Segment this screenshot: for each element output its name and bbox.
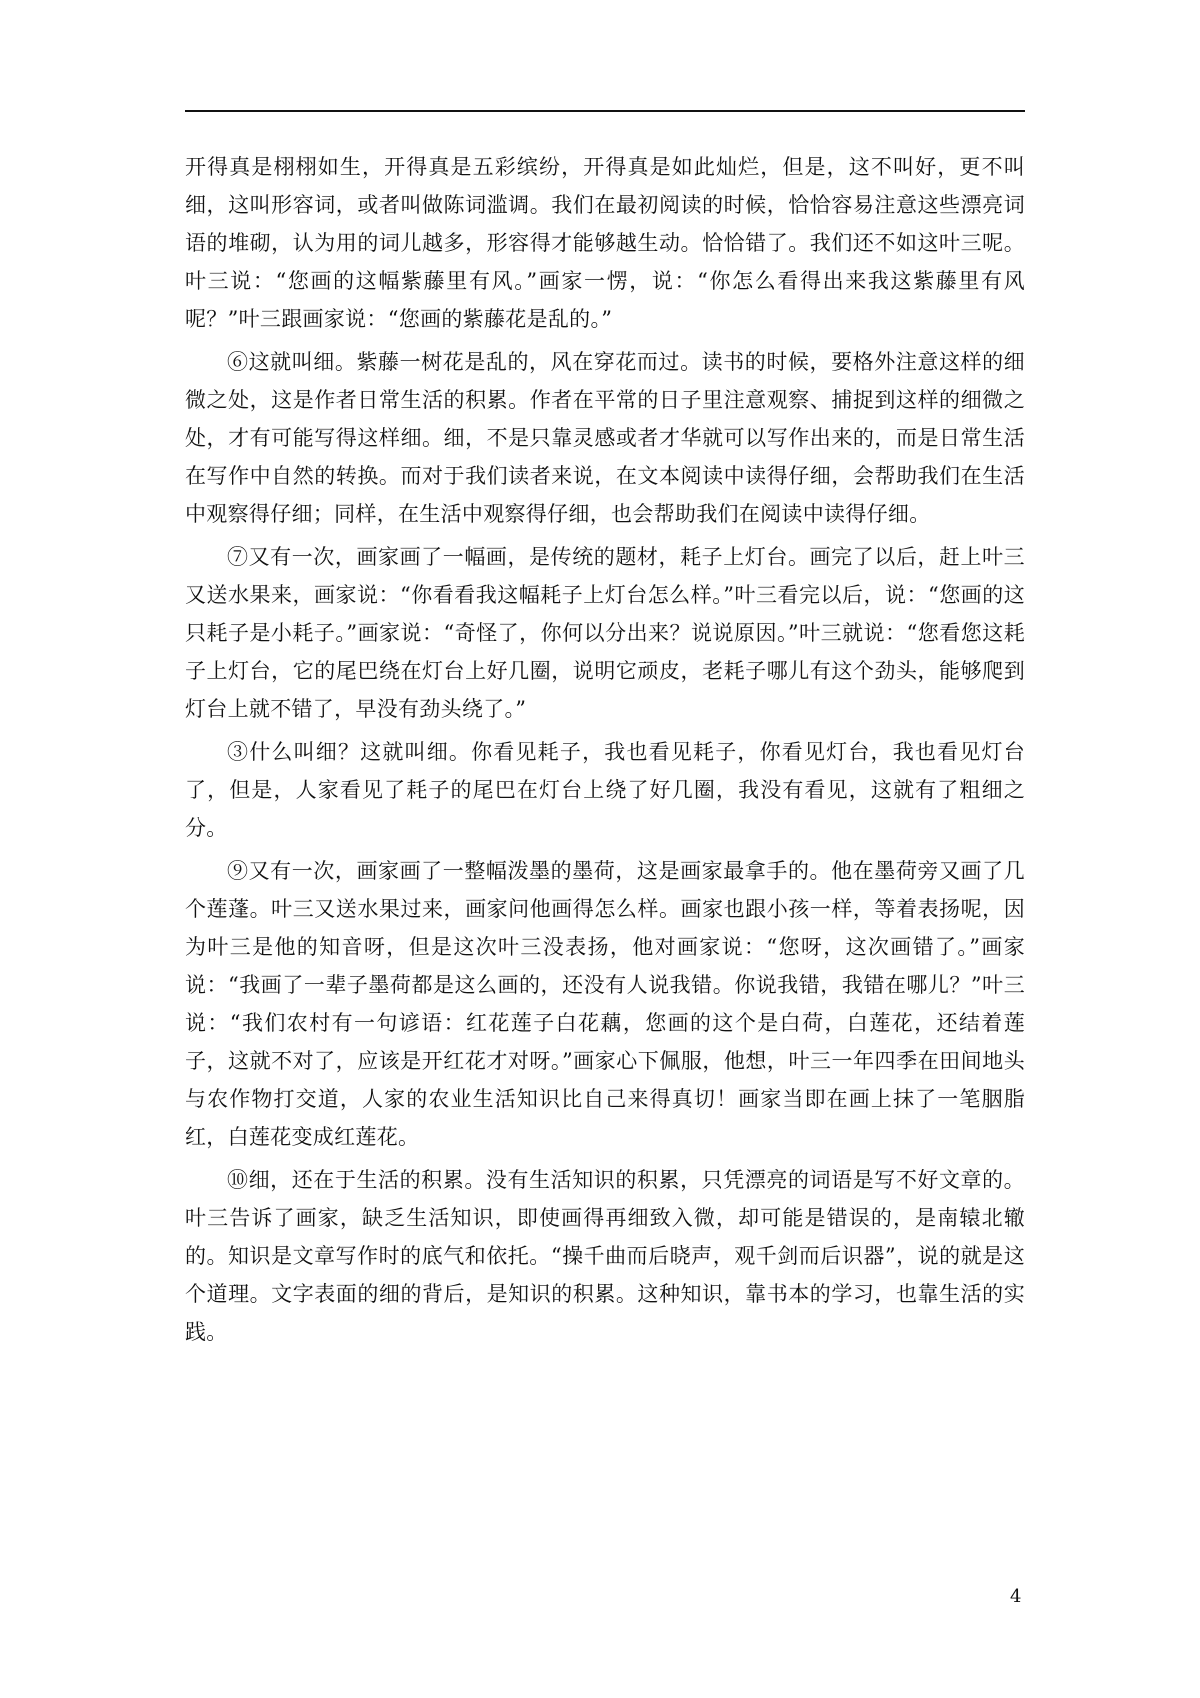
- header-rule: [185, 110, 1025, 112]
- paragraph: 开得真是栩栩如生，开得真是五彩缤纷，开得真是如此灿烂，但是，这不叫好，更不叫细，这叫形容词，或者叫做陈词滥调。我们在最初阅读的时候，恰恰容易注意这些漂亮词语的堆砌，认为用的词儿越多，形容得才能够越生动。恰恰错了。我们还不如这叶三呢。叶三说：“您画的这幅紫藤里有风。”画家一愣，说：“你怎么看得出来我这紫藤里有风呢？”叶三跟画家说：“您画的紫藤花是乱的。”: [185, 155, 1025, 331]
- paragraph: ⑩细，还在于生活的积累。没有生活知识的积累，只凭漂亮的词语是写不好文章的。叶三告诉了画家，缺乏生活知识，即使画得再细致入微，却可能是错误的，是南辕北辙的。知识是文章写作时的底气和依托。“操千曲而后晓声，观千剑而后识器”，说的就是这个道理。文字表面的细的背后，是知识的积累。这种知识，靠书本的学习，也靠生活的实践。: [185, 1168, 1025, 1344]
- paragraph: ③什么叫细？这就叫细。你看见耗子，我也看见耗子，你看见灯台，我也看见灯台了，但是，人家看见了耗子的尾巴在灯台上绕了好几圈，我没有看见，这就有了粗细之分。: [185, 740, 1025, 840]
- page-number: 4: [1010, 1586, 1022, 1607]
- paragraph: ⑨又有一次，画家画了一整幅泼墨的墨荷，这是画家最拿手的。他在墨荷旁又画了几个莲蓬。叶三又送水果过来，画家问他画得怎么样。画家也跟小孩一样，等着表扬呢，因为叶三是他的知音呀，但是这次叶三没表扬，他对画家说：“您呀，这次画错了。”画家说：“我画了一辈子墨荷都是这么画的，还没有人说我错。你说我错，我错在哪儿？”叶三说：“我们农村有一句谚语：红花莲子白花藕，您画的这个是白荷，白莲花，还结着莲子，这就不对了，应该是开红花才对呀。”画家心下佩服，他想，叶三一年四季在田间地头与农作物打交道，人家的农业生活知识比自己来得真切！画家当即在画上抹了一笔胭脂红，白莲花变成红莲花。: [185, 859, 1025, 1149]
- document-body: [185, 148, 1025, 1351]
- paragraph: ⑦又有一次，画家画了一幅画，是传统的题材，耗子上灯台。画完了以后，赶上叶三又送水果来，画家说：“你看看我这幅耗子上灯台怎么样。”叶三看完以后，说：“您画的这只耗子是小耗子。”画家说：“奇怪了，你何以分出来？说说原因。”叶三就说：“您看您这耗子上灯台，它的尾巴绕在灯台上好几圈，说明它顽皮，老耗子哪儿有这个劲头，能够爬到灯台上就不错了，早没有劲头绕了。”: [185, 545, 1025, 721]
- paragraph: ⑥这就叫细。紫藤一树花是乱的，风在穿花而过。读书的时候，要格外注意这样的细微之处，这是作者日常生活的积累。作者在平常的日子里注意观察、捕捉到这样的细微之处，才有可能写得这样细。细，不是只靠灵感或者才华就可以写作出来的，而是日常生活在写作中自然的转换。而对于我们读者来说，在文本阅读中读得仔细，会帮助我们在生活中观察得仔细；同样，在生活中观察得仔细，也会帮助我们在阅读中读得仔细。: [185, 350, 1025, 526]
